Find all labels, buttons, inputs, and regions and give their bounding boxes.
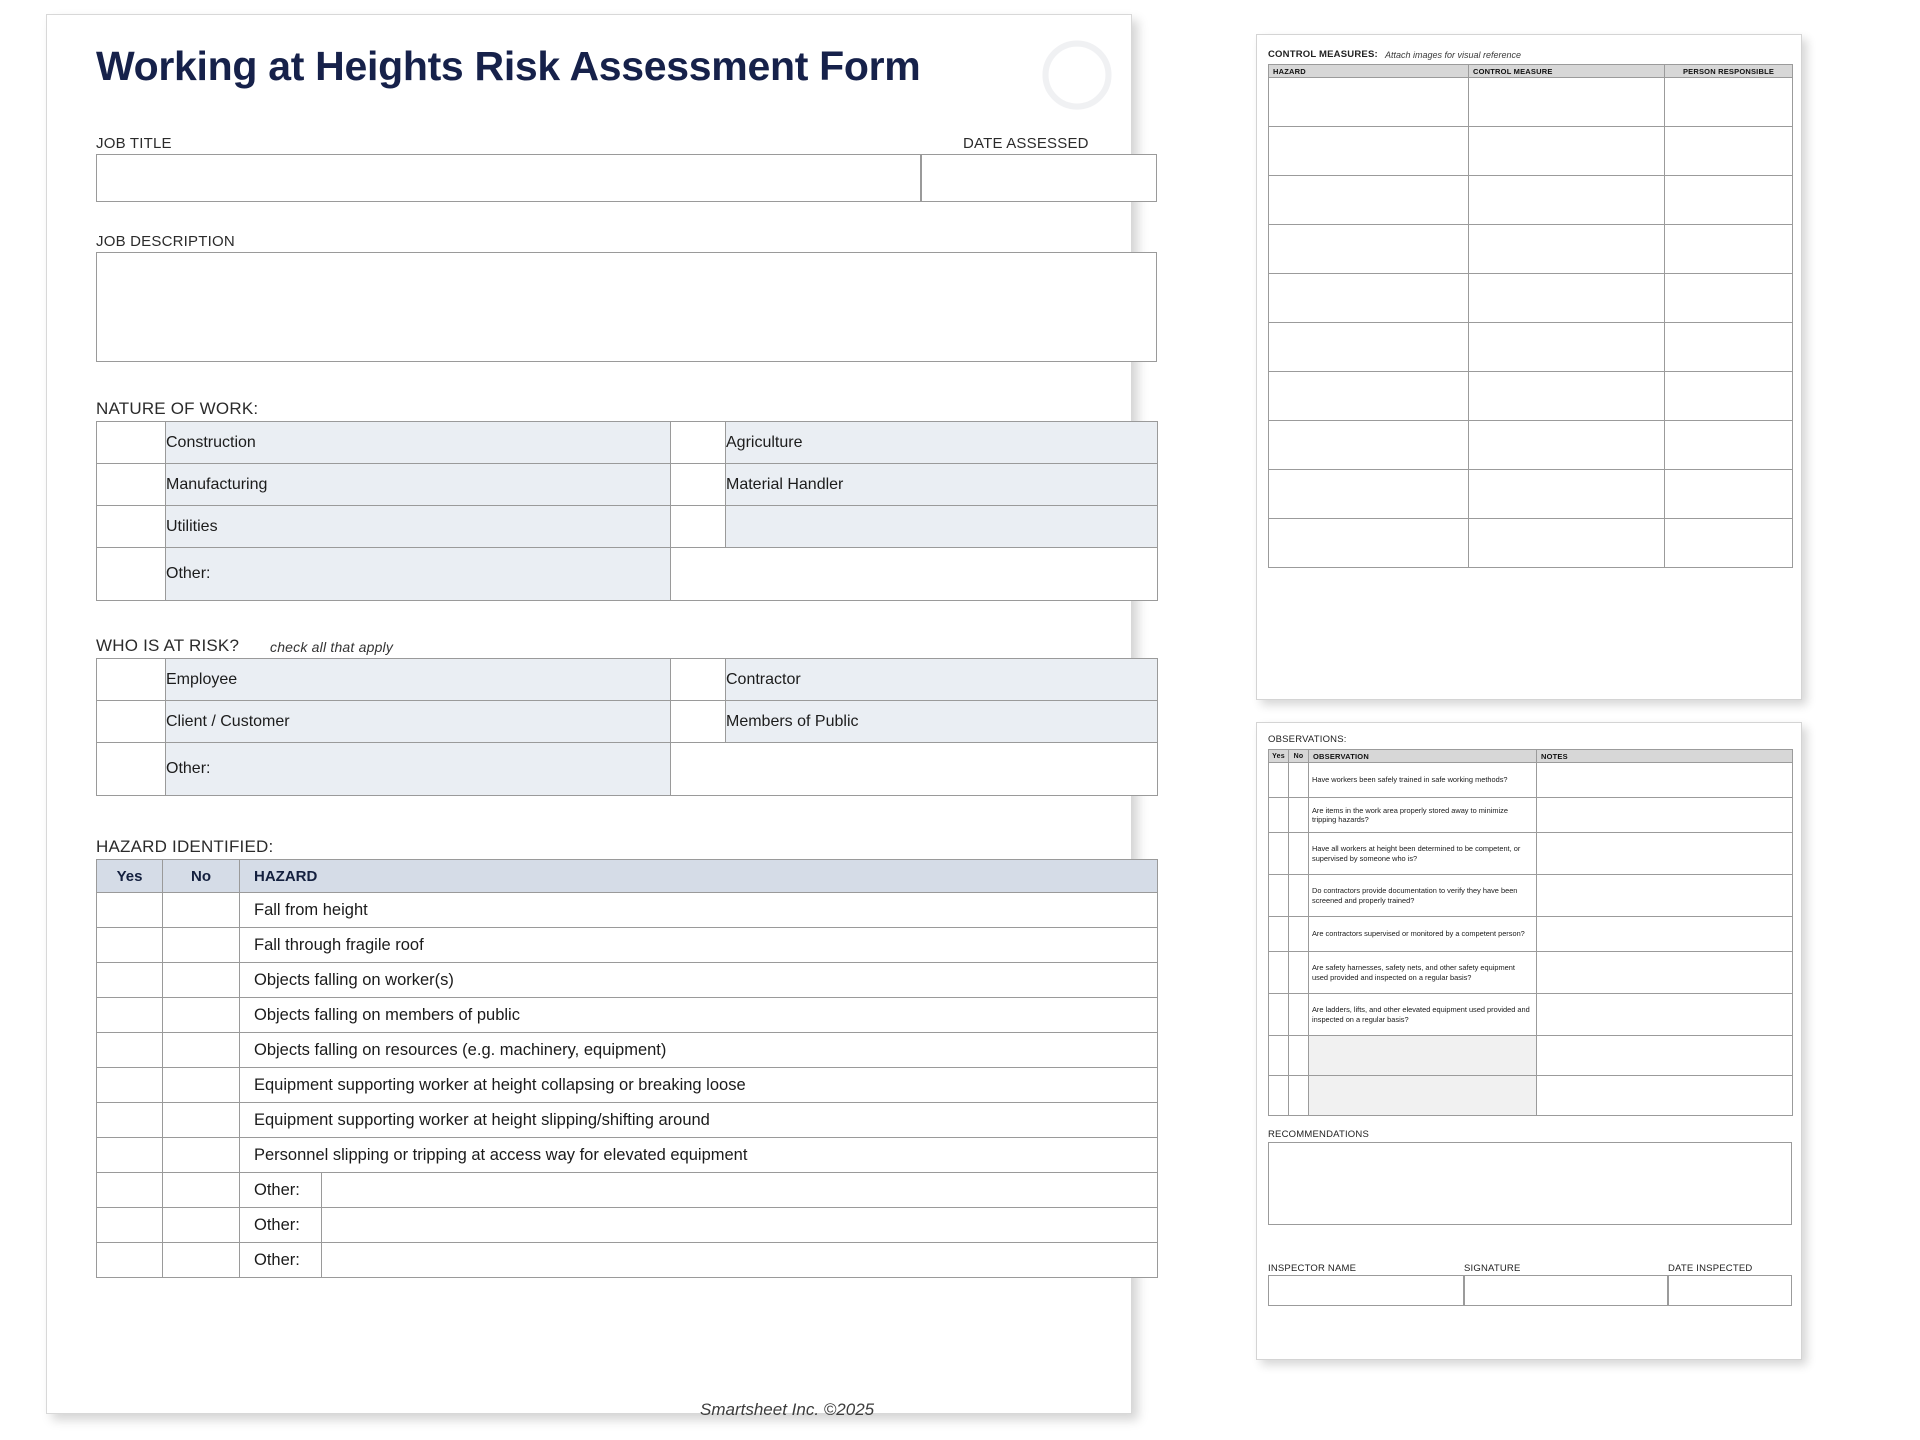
column-header-yes: Yes	[97, 860, 163, 893]
job-title-label: JOB TITLE	[96, 135, 172, 152]
table-row	[97, 1103, 1158, 1138]
hazard-cell[interactable]	[1269, 127, 1469, 176]
hazard-yes-checkbox[interactable]	[97, 1103, 163, 1138]
option-label-empty	[726, 506, 1158, 548]
date-assessed-label: DATE ASSESSED	[963, 135, 1089, 152]
table-row	[1269, 833, 1793, 875]
hazard-yes-checkbox[interactable]	[97, 1068, 163, 1103]
observation-no-checkbox[interactable]	[1289, 1076, 1309, 1116]
hazard-yes-checkbox[interactable]	[97, 928, 163, 963]
table-row	[1269, 127, 1793, 176]
hazard-no-checkbox[interactable]	[163, 1243, 240, 1278]
hazard-identified-label: HAZARD IDENTIFIED:	[96, 837, 274, 856]
table-row	[97, 659, 1158, 701]
other-label: Other:	[240, 1243, 321, 1277]
observations-label: OBSERVATIONS:	[1268, 734, 1347, 745]
person-responsible-cell[interactable]	[1665, 127, 1793, 176]
observation-no-checkbox[interactable]	[1289, 1036, 1309, 1076]
hazard-table	[96, 859, 1158, 1278]
column-header-no: No	[1289, 750, 1309, 763]
person-responsible-cell[interactable]	[1665, 274, 1793, 323]
hazard-label: Objects falling on worker(s)	[240, 963, 1158, 998]
table-row	[97, 1068, 1158, 1103]
observations-table	[1268, 749, 1793, 1116]
checkbox-agriculture[interactable]	[671, 422, 726, 464]
hazard-label: Fall from height	[240, 893, 1158, 928]
date-inspected-input[interactable]	[1668, 1275, 1792, 1306]
hazard-no-checkbox[interactable]	[163, 963, 240, 998]
table-row	[97, 1243, 1158, 1278]
hazard-yes-checkbox[interactable]	[97, 1243, 163, 1278]
observation-label[interactable]	[1309, 1076, 1537, 1116]
table-row	[97, 963, 1158, 998]
person-responsible-cell[interactable]	[1665, 372, 1793, 421]
table-header-row	[97, 860, 1158, 893]
person-responsible-cell[interactable]	[1665, 225, 1793, 274]
hazard-yes-checkbox[interactable]	[97, 1173, 163, 1208]
table-row	[1269, 323, 1793, 372]
hazard-no-checkbox[interactable]	[163, 1068, 240, 1103]
table-header-row	[1269, 65, 1793, 78]
control-measure-cell[interactable]	[1469, 176, 1665, 225]
hazard-cell[interactable]	[1269, 519, 1469, 568]
column-header-hazard: HAZARD	[240, 860, 1158, 893]
inspector-name-label: INSPECTOR NAME	[1268, 1263, 1357, 1274]
observation-yes-checkbox[interactable]	[1269, 917, 1289, 952]
option-label: Contractor	[726, 659, 1158, 701]
hazard-no-checkbox[interactable]	[163, 1208, 240, 1243]
control-measure-cell[interactable]	[1469, 372, 1665, 421]
table-row	[1269, 470, 1793, 519]
checkbox-empty[interactable]	[671, 506, 726, 548]
observation-label: Have workers been safely trained in safe working methods?	[1309, 763, 1537, 798]
checkbox-utilities[interactable]	[97, 506, 166, 548]
inspector-name-input[interactable]	[1268, 1275, 1464, 1306]
table-row	[97, 998, 1158, 1033]
control-measure-cell[interactable]	[1469, 127, 1665, 176]
hazard-cell[interactable]	[1269, 78, 1469, 127]
who-at-risk-table	[96, 658, 1158, 796]
other-hazard-input[interactable]	[321, 1208, 1157, 1242]
other-risk-input[interactable]	[671, 743, 1158, 796]
table-row	[1269, 274, 1793, 323]
observation-notes-cell[interactable]	[1537, 875, 1793, 917]
hazard-no-checkbox[interactable]	[163, 1033, 240, 1068]
control-measure-cell[interactable]	[1469, 519, 1665, 568]
table-row	[1269, 917, 1793, 952]
hazard-no-checkbox[interactable]	[163, 998, 240, 1033]
person-responsible-cell[interactable]	[1665, 176, 1793, 225]
other-label: Other:	[240, 1173, 321, 1207]
observation-label: Are items in the work area properly stored away to minimize tripping hazards?	[1309, 798, 1537, 833]
table-header-row	[1269, 750, 1793, 763]
observations-sheet	[1256, 722, 1802, 1360]
hazard-label: Equipment supporting worker at height collapsing or breaking loose	[240, 1068, 1158, 1103]
signature-input[interactable]	[1464, 1275, 1668, 1306]
table-row	[97, 464, 1158, 506]
table-row	[97, 701, 1158, 743]
other-label: Other:	[166, 548, 671, 601]
observation-notes-cell[interactable]	[1537, 917, 1793, 952]
observation-label: Have all workers at height been determined to be competent, or supervised by someone who is?	[1309, 833, 1537, 875]
hazard-cell[interactable]	[1269, 470, 1469, 519]
table-row	[1269, 875, 1793, 917]
control-measures-label: CONTROL MEASURES:	[1268, 49, 1378, 60]
checkbox-material-handler[interactable]	[671, 464, 726, 506]
table-row	[97, 1208, 1158, 1243]
observation-no-checkbox[interactable]	[1289, 994, 1309, 1036]
observation-yes-checkbox[interactable]	[1269, 798, 1289, 833]
column-header-hazard: HAZARD	[1269, 65, 1469, 78]
hazard-no-checkbox[interactable]	[163, 1138, 240, 1173]
person-responsible-cell[interactable]	[1665, 519, 1793, 568]
checkbox-other-risk[interactable]	[97, 743, 166, 796]
other-hazard-input[interactable]	[321, 1243, 1157, 1277]
recommendations-label: RECOMMENDATIONS	[1268, 1129, 1369, 1140]
table-row	[1269, 763, 1793, 798]
checkbox-employee[interactable]	[97, 659, 166, 701]
checkbox-contractor[interactable]	[671, 659, 726, 701]
option-label: Client / Customer	[166, 701, 671, 743]
table-row	[1269, 1036, 1793, 1076]
observation-label[interactable]	[1309, 1036, 1537, 1076]
column-header-notes: NOTES	[1537, 750, 1793, 763]
hazard-yes-checkbox[interactable]	[97, 1208, 163, 1243]
checkbox-members-of-public[interactable]	[671, 701, 726, 743]
person-responsible-cell[interactable]	[1665, 470, 1793, 519]
job-title-input[interactable]	[96, 154, 921, 202]
checkbox-manufacturing[interactable]	[97, 464, 166, 506]
column-header-yes: Yes	[1269, 750, 1289, 763]
control-measure-cell[interactable]	[1469, 274, 1665, 323]
hazard-no-checkbox[interactable]	[163, 1103, 240, 1138]
observation-label: Are contractors supervised or monitored by a competent person?	[1309, 917, 1537, 952]
table-row	[1269, 1076, 1793, 1116]
who-at-risk-label: WHO IS AT RISK?	[96, 636, 240, 655]
control-measure-cell[interactable]	[1469, 470, 1665, 519]
table-row	[97, 743, 1158, 796]
table-row	[97, 1173, 1158, 1208]
hazard-no-checkbox[interactable]	[163, 928, 240, 963]
observation-notes-cell[interactable]	[1537, 952, 1793, 994]
person-responsible-cell[interactable]	[1665, 78, 1793, 127]
observation-label: Are safety harnesses, safety nets, and other safety equipment used provided and inspected on a regular basis?	[1309, 952, 1537, 994]
table-row	[1269, 421, 1793, 470]
option-label: Agriculture	[726, 422, 1158, 464]
nature-of-work-label: NATURE OF WORK:	[96, 399, 259, 418]
who-at-risk-note: check all that apply	[270, 639, 394, 655]
option-label: Members of Public	[726, 701, 1158, 743]
observation-notes-cell[interactable]	[1537, 1036, 1793, 1076]
option-label: Employee	[166, 659, 671, 701]
column-header-no: No	[163, 860, 240, 893]
observation-yes-checkbox[interactable]	[1269, 1036, 1289, 1076]
observation-yes-checkbox[interactable]	[1269, 833, 1289, 875]
hazard-yes-checkbox[interactable]	[97, 1138, 163, 1173]
table-row	[1269, 994, 1793, 1036]
control-measure-cell[interactable]	[1469, 323, 1665, 372]
table-row	[97, 548, 1158, 601]
observation-label: Do contractors provide documentation to verify they have been screened and properly trained?	[1309, 875, 1537, 917]
job-description-input[interactable]	[96, 252, 1157, 362]
observation-notes-cell[interactable]	[1537, 833, 1793, 875]
table-row	[97, 1138, 1158, 1173]
hazard-yes-checkbox[interactable]	[97, 1033, 163, 1068]
other-label: Other:	[240, 1208, 321, 1242]
control-measure-cell[interactable]	[1469, 78, 1665, 127]
option-label: Manufacturing	[166, 464, 671, 506]
other-label: Other:	[166, 743, 671, 796]
page-title: Working at Heights Risk Assessment Form	[96, 43, 921, 89]
date-assessed-input[interactable]	[921, 154, 1157, 202]
checkbox-construction[interactable]	[97, 422, 166, 464]
control-measures-note: Attach images for visual reference	[1385, 50, 1522, 60]
footer-credit: Smartsheet Inc. ©2025	[700, 1400, 875, 1419]
hazard-label: Equipment supporting worker at height slipping/shifting around	[240, 1103, 1158, 1138]
checkbox-client-customer[interactable]	[97, 701, 166, 743]
column-header-observation: OBSERVATION	[1309, 750, 1537, 763]
table-row	[97, 506, 1158, 548]
other-hazard-input[interactable]	[321, 1173, 1157, 1207]
observation-yes-checkbox[interactable]	[1269, 994, 1289, 1036]
job-description-label: JOB DESCRIPTION	[96, 233, 235, 250]
other-nature-input[interactable]	[671, 548, 1158, 601]
main-form-sheet	[46, 14, 1132, 1414]
table-row	[97, 422, 1158, 464]
table-row	[97, 928, 1158, 963]
hazard-cell[interactable]	[1269, 421, 1469, 470]
observation-notes-cell[interactable]	[1537, 994, 1793, 1036]
hazard-label: Objects falling on resources (e.g. machinery, equipment)	[240, 1033, 1158, 1068]
option-label: Utilities	[166, 506, 671, 548]
observation-no-checkbox[interactable]	[1289, 917, 1309, 952]
observation-notes-cell[interactable]	[1537, 1076, 1793, 1116]
hazard-no-checkbox[interactable]	[163, 893, 240, 928]
person-responsible-cell[interactable]	[1665, 421, 1793, 470]
table-row	[97, 1033, 1158, 1068]
hazard-no-checkbox[interactable]	[163, 1173, 240, 1208]
hazard-label: Objects falling on members of public	[240, 998, 1158, 1033]
observation-no-checkbox[interactable]	[1289, 875, 1309, 917]
observation-yes-checkbox[interactable]	[1269, 952, 1289, 994]
hazard-label: Fall through fragile roof	[240, 928, 1158, 963]
hazard-cell[interactable]	[1269, 176, 1469, 225]
observation-no-checkbox[interactable]	[1289, 952, 1309, 994]
hazard-label: Personnel slipping or tripping at access way for elevated equipment	[240, 1138, 1158, 1173]
control-measure-cell[interactable]	[1469, 421, 1665, 470]
checkbox-other-nature[interactable]	[97, 548, 166, 601]
table-row	[97, 893, 1158, 928]
logo-watermark	[1032, 40, 1122, 110]
observation-yes-checkbox[interactable]	[1269, 875, 1289, 917]
observation-notes-cell[interactable]	[1537, 798, 1793, 833]
column-header-control-measure: CONTROL MEASURE	[1469, 65, 1665, 78]
hazard-cell[interactable]	[1269, 225, 1469, 274]
hazard-cell[interactable]	[1269, 323, 1469, 372]
observation-yes-checkbox[interactable]	[1269, 1076, 1289, 1116]
nature-of-work-table	[96, 421, 1158, 601]
observation-label: Are ladders, lifts, and other elevated equipment used provided and inspected on a regular basis?	[1309, 994, 1537, 1036]
control-measures-sheet	[1256, 34, 1802, 700]
observation-no-checkbox[interactable]	[1289, 833, 1309, 875]
table-row	[1269, 78, 1793, 127]
column-header-person-responsible: PERSON RESPONSIBLE	[1665, 65, 1793, 78]
hazard-cell[interactable]	[1269, 274, 1469, 323]
control-measures-table	[1268, 64, 1793, 568]
table-row	[1269, 176, 1793, 225]
option-label: Construction	[166, 422, 671, 464]
table-row	[1269, 372, 1793, 421]
table-row	[1269, 798, 1793, 833]
table-row	[1269, 952, 1793, 994]
date-inspected-label: DATE INSPECTED	[1668, 1263, 1753, 1274]
recommendations-input[interactable]	[1268, 1142, 1792, 1225]
observation-yes-checkbox[interactable]	[1269, 763, 1289, 798]
option-label: Material Handler	[726, 464, 1158, 506]
signature-label: SIGNATURE	[1464, 1263, 1521, 1274]
person-responsible-cell[interactable]	[1665, 323, 1793, 372]
hazard-yes-checkbox[interactable]	[97, 893, 163, 928]
table-row	[1269, 225, 1793, 274]
control-measure-cell[interactable]	[1469, 225, 1665, 274]
observation-no-checkbox[interactable]	[1289, 763, 1309, 798]
observation-notes-cell[interactable]	[1537, 763, 1793, 798]
hazard-yes-checkbox[interactable]	[97, 998, 163, 1033]
table-row	[1269, 519, 1793, 568]
observation-no-checkbox[interactable]	[1289, 798, 1309, 833]
hazard-cell[interactable]	[1269, 372, 1469, 421]
hazard-yes-checkbox[interactable]	[97, 963, 163, 998]
